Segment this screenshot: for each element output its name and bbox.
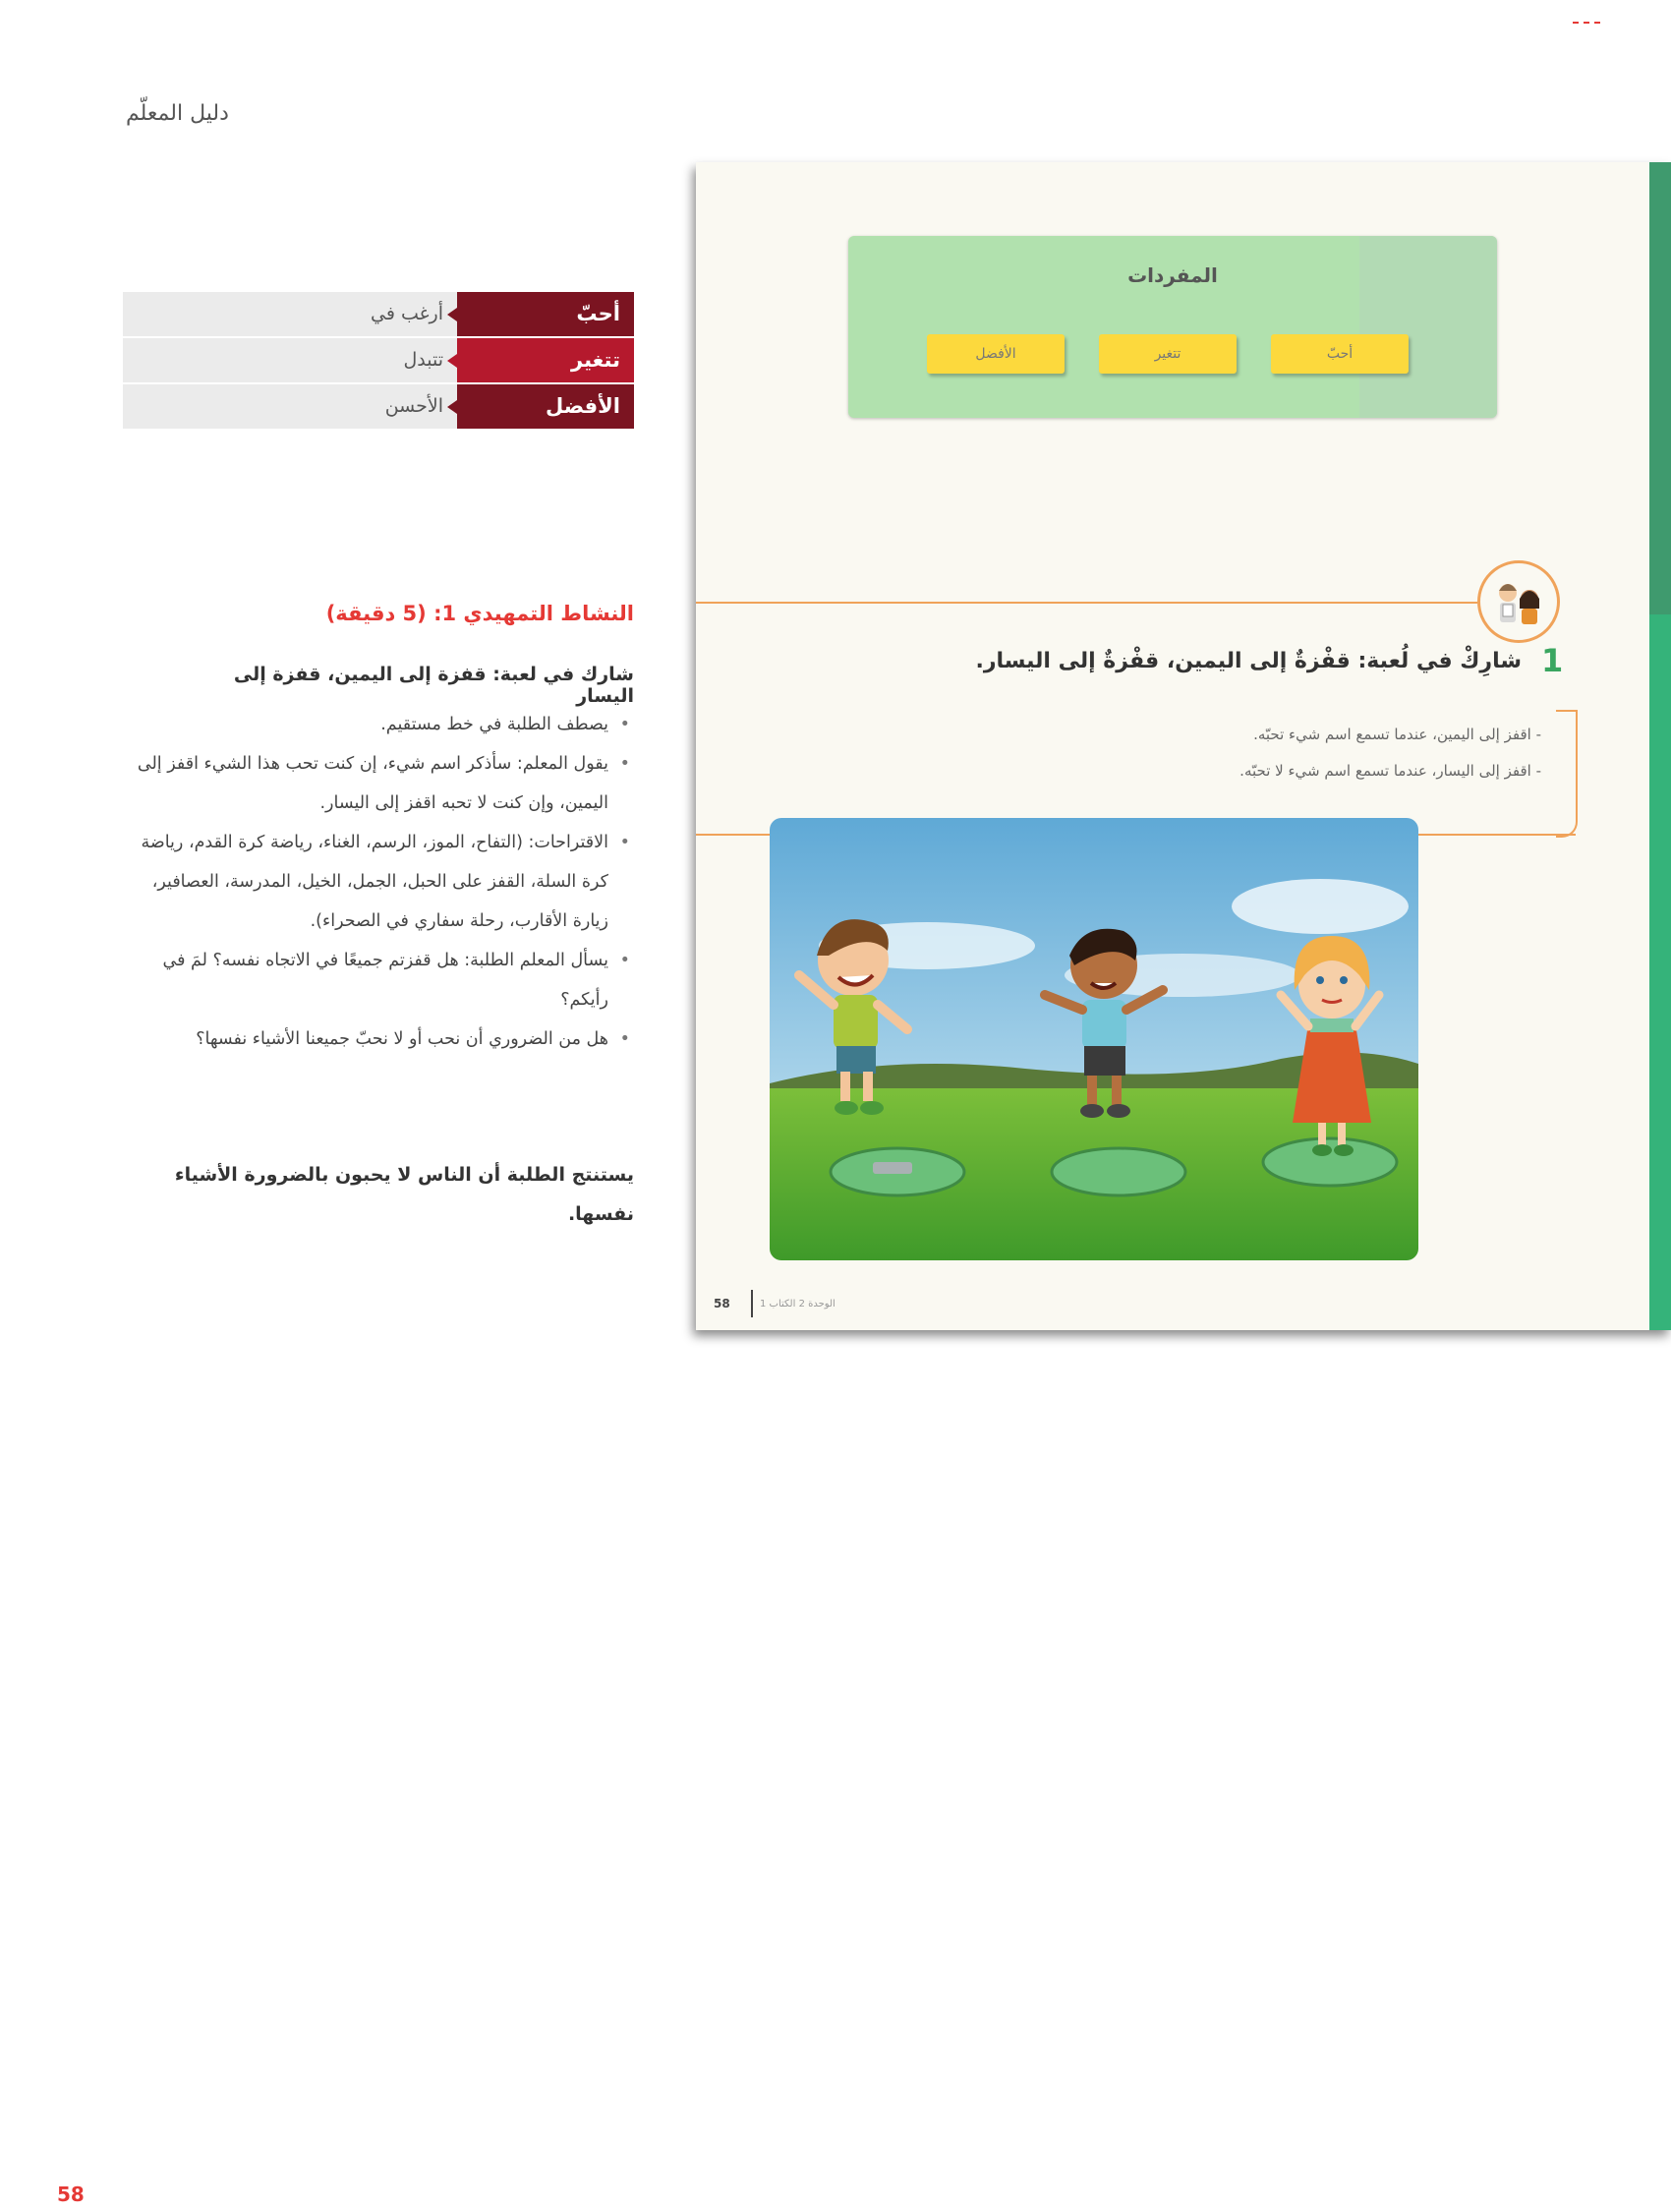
students-icon (1477, 560, 1560, 643)
vocabulary-row (123, 384, 634, 429)
list-item: • يصطف الطلبة في خط مستقيم. (128, 705, 634, 744)
frame-line-right (1556, 710, 1578, 838)
vocabulary-table (123, 292, 634, 431)
vocabulary-term: أحبّ (457, 292, 634, 336)
vocabulary-chip: الأفضل (927, 334, 1065, 374)
vocabulary-definition: أرغب في (123, 292, 457, 336)
vocabulary-term: تتغير (457, 338, 634, 382)
activity-conclusion: يستنتج الطلبة أن الناس لا يحبون بالضرورة الأشياء نفسها. (174, 1164, 634, 1225)
vocabulary-definition: الأحسن (123, 384, 457, 429)
frame-line-top (696, 602, 1477, 604)
vocabulary-box (848, 236, 1497, 418)
corner-mark (1573, 22, 1600, 29)
list-item: • الاقتراحات: (التفاح، الموز، الرسم، الغناء، رياضة كرة القدم، رياضة كرة السلة، القفز على الحبل، الجمل، الخيل، المدرسة، العصافير، زيارة الأقارب، رحلة سفاري في الصحراء). (128, 823, 634, 941)
children-jumping-illustration (770, 818, 1418, 1260)
exercise-instruction: - اقفز إلى اليسار، عندما تسمع اسم شيء لا تحبّه. (1239, 762, 1541, 780)
page-number: 58 (57, 2183, 85, 2206)
textbook-footer-unit: الوحدة 2 الكتاب 1 (760, 1299, 836, 1310)
header-title: دليل المعلّم (126, 101, 229, 126)
list-item: • هل من الضروري أن نحب أو لا نحبّ جميعنا الأشياء نفسها؟ (128, 1019, 634, 1059)
list-item: • يسأل المعلم الطلبة: هل قفزتم جميعًا في الاتجاه نفسه؟ لمَ في رأيكم؟ (128, 941, 634, 1019)
page-edge-strip (1649, 162, 1671, 1330)
exercise-instruction: - اقفز إلى اليمين، عندما تسمع اسم شيء تحبّه. (1253, 726, 1541, 743)
vocabulary-row (123, 292, 634, 336)
exercise-title: شارِكْ في لُعبة: قفْزةٌ إلى اليمين، قفْزةٌ إلى اليسار. (975, 649, 1522, 673)
exercise-number: 1 (1541, 642, 1564, 679)
vocabulary-term: الأفضل (457, 384, 634, 429)
activity-heading: النشاط التمهيدي 1: (5 دقيقة) (325, 602, 634, 625)
vocabulary-definition: تتبدل (123, 338, 457, 382)
vocabulary-chip: تتغير (1099, 334, 1237, 374)
textbook-page (696, 162, 1671, 1330)
list-item: • يقول المعلم: سأذكر اسم شيء، إن كنت تحب هذا الشيء اقفز إلى اليمين، وإن كنت لا تحبه اقفز إلى اليسار. (128, 744, 634, 823)
activity-bullet-list (128, 705, 634, 1059)
footer-divider (751, 1290, 753, 1317)
vocabulary-row (123, 338, 634, 382)
vocabulary-box-title: المفردات (1127, 263, 1218, 287)
vocabulary-chip: أحبّ (1271, 334, 1409, 374)
activity-subtitle: شارك في لعبة: قفزة إلى اليمين، قفزة إلى اليسار (233, 664, 634, 707)
textbook-page-number: 58 (714, 1297, 730, 1310)
